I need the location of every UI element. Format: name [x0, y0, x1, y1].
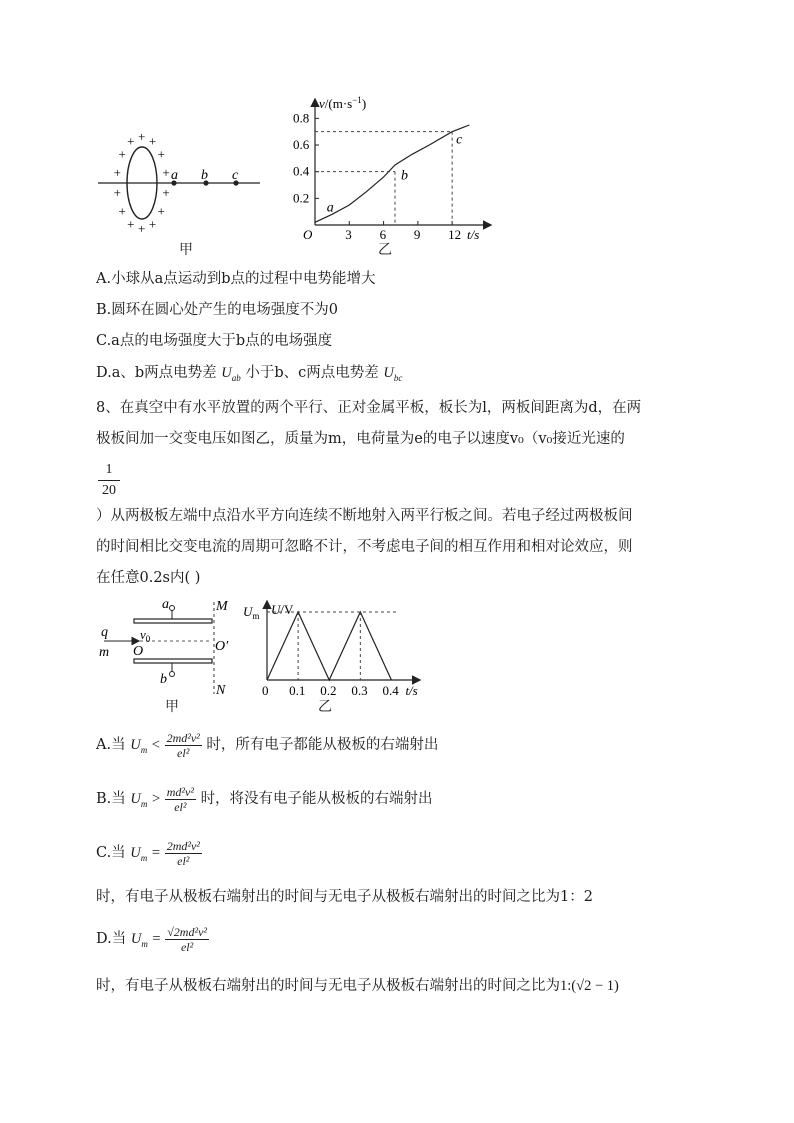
q8-option-d-formula: D.当 $U_m$ = $\frac{\text{√2md²v²}}{\text{el²}}$ — [96, 924, 207, 954]
plus-sign: + — [148, 216, 157, 232]
figure-1-left-caption: 甲 — [179, 242, 193, 258]
q8-frac-den: 20 — [102, 483, 116, 498]
origin-label: 0 — [262, 683, 269, 698]
voltage-wave — [267, 612, 391, 680]
x-tick-label: 0.1 — [289, 683, 306, 698]
q7-option-c: C.a点的电场强度大于b点的电场强度 — [96, 333, 333, 349]
y-tick-label: 0.2 — [293, 190, 310, 206]
option-b-fraction: $\frac{\text{md²v²}}{\text{el²}}$ — [166, 784, 194, 814]
q8-frac-num: 1 — [98, 460, 120, 481]
y-tick-label: 0.6 — [293, 137, 310, 152]
q7-option-a: A.小球从a点运动到b点的过程中电势能增大 — [96, 271, 376, 287]
u-bc: $U_{bc}$ — [383, 365, 403, 383]
bottom-plate — [134, 659, 212, 663]
q8-option-a: A.当 $U_m$ < $\frac{\text{2md²v²}}{\text{el²}}$ 时，所有电子都能从极板的右端射出 — [96, 730, 439, 760]
plus-sign: + — [113, 164, 121, 180]
q8-line-1: 8、在真空中有水平放置的两个平行、正对金属平板，板长为l，两板间距离为d，在两 — [96, 400, 642, 416]
x-tick-label: 0.4 — [382, 683, 399, 698]
q8-line-2: 极板间加一交变电压如图乙，质量为m，电荷量为e的电子以速度v₀（v₀接近光速的 — [96, 431, 625, 447]
terminal-a — [170, 606, 175, 611]
label-O: O — [133, 644, 144, 659]
option-a-fraction: $\frac{\text{2md²v²}}{\text{el²}}$ — [166, 730, 200, 760]
velocity-curve — [315, 125, 469, 222]
label-v0: $v_0$ — [140, 627, 151, 644]
curve-label-b: b — [401, 168, 408, 184]
label-O-prime: O′ — [215, 639, 229, 654]
q8-option-c-formula: C.当 $U_m$ = $\frac{\text{2md²v²}}{\text{el²}}$ — [96, 838, 200, 868]
plus-sign: + — [127, 216, 135, 232]
q8-option-d-text: 时，有电子从极板右端射出的时间与无电子从极板右端射出的时间之比为1:(√2 − 1) — [96, 978, 619, 994]
x-axis-label: t/s — [405, 683, 418, 698]
origin-label: O — [303, 227, 313, 242]
plus-sign: + — [157, 203, 165, 219]
q8-line-3: ）从两极板左端中点沿水平方向连续不断地射入两平行板之间。若电子经过两极板间 — [96, 508, 633, 524]
x-tick-label: 3 — [345, 227, 352, 242]
velocity-time-chart — [295, 90, 505, 250]
x-tick-label: 9 — [413, 227, 421, 242]
figure-2-left-caption: 甲 — [165, 699, 179, 715]
figure-2-right-caption: 乙 — [318, 699, 332, 715]
option-c-fraction: $\frac{\text{2md²v²}}{\text{el²}}$ — [166, 838, 200, 868]
top-plate — [134, 619, 212, 623]
um-symbol: $U_m$ — [130, 931, 148, 949]
charged-ring-diagram — [90, 90, 270, 240]
plus-sign: + — [162, 164, 170, 180]
plus-sign: + — [118, 146, 126, 162]
um-symbol: $U_m$ — [130, 845, 148, 863]
q8-line-5: 在任意0.2s内( ) — [96, 570, 201, 586]
figure-2 — [90, 590, 430, 720]
um-symbol: $U_m$ — [130, 737, 148, 755]
plus-sign: + — [118, 203, 126, 219]
plus-sign: + — [127, 133, 135, 149]
um-symbol: $U_m$ — [130, 791, 148, 809]
y-tick-label: 0.4 — [293, 163, 310, 179]
label-q: q — [101, 625, 108, 640]
plus-sign: + — [138, 221, 146, 236]
option-d-fraction: $\frac{\text{√2md²v²}}{\text{el²}}$ — [167, 924, 207, 954]
x-tick-label: 6 — [379, 227, 387, 242]
u-ab: $U_{ab}$ — [221, 365, 241, 383]
q7-d-pre: D.a、b两点电势差 — [96, 365, 217, 381]
figure-1 — [90, 90, 510, 265]
plus-sign: + — [113, 185, 121, 201]
q7-option-d — [96, 363, 402, 388]
curve-label-c: c — [456, 132, 463, 148]
x-tick-label: 0.3 — [351, 683, 368, 698]
q8-fraction — [98, 460, 120, 501]
x-tick-label: 0.2 — [320, 683, 337, 698]
plus-sign: + — [138, 129, 146, 144]
y-tick-label: 0.8 — [293, 110, 310, 126]
label-N: N — [216, 683, 226, 698]
parallel-plates-diagram — [90, 590, 250, 710]
figure-1-right-caption: 乙 — [378, 242, 392, 258]
y-axis-label: $v/(m\cdot s^{-1})$ — [319, 95, 367, 111]
voltage-time-chart — [240, 590, 430, 710]
q7-option-b: B.圆环在圆心处产生的电场强度不为0 — [96, 302, 338, 318]
q8-line-4: 的时间相比交变电流的周期可忽略不计，不考虑电子间的相互作用和相对论效应，则 — [96, 539, 633, 555]
label-b: b — [160, 672, 167, 687]
x-axis-label: t/s — [467, 227, 480, 242]
y-axis-label: U/V — [271, 602, 294, 617]
curve-label-a: a — [326, 200, 334, 216]
q8-option-c-text: 时，有电子从极板右端射出的时间与无电子从极板右端射出的时间之比为1：2 — [96, 889, 593, 905]
q7-d-mid: 小于b、c两点电势差 — [245, 365, 379, 381]
plus-sign: + — [162, 185, 170, 201]
label-m: m — [99, 645, 110, 660]
label-M: M — [216, 599, 228, 614]
q8-option-b: B.当 $U_m$ > $\frac{\text{md²v²}}{\text{el²}}$ 时，将没有电子能从极板的右端射出 — [96, 784, 433, 814]
plus-sign: + — [148, 133, 157, 149]
label-a: a — [171, 168, 178, 183]
x-tick-label: 12 — [448, 227, 462, 242]
plus-sign: + — [157, 146, 165, 162]
terminal-b — [170, 672, 175, 677]
label-a: a — [162, 597, 169, 612]
label-b: b — [201, 168, 208, 183]
option-d-ratio: 1:(√2 − 1) — [560, 978, 619, 994]
label-c: c — [232, 168, 239, 183]
um-label: $U_m$ — [243, 604, 260, 621]
